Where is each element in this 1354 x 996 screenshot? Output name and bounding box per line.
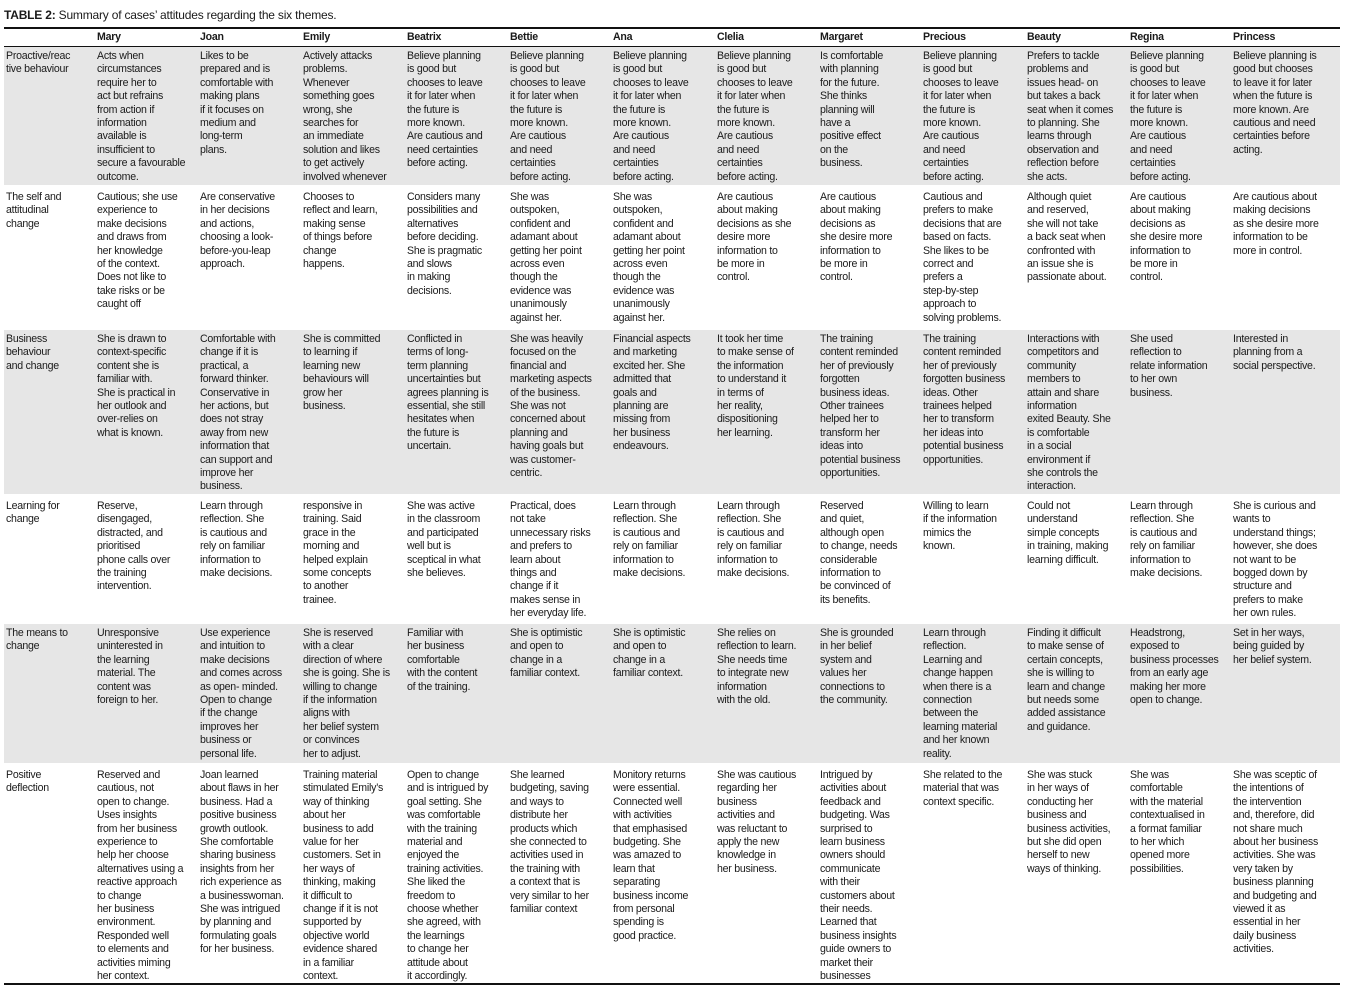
row-theme: The means to change — [4, 622, 95, 764]
cell-regina: Are cautious about making decisions as she desire more information to be more in control. — [1128, 187, 1231, 329]
cell-bettie: She learned budgeting, saving and ways to distribute her products which she connected to activities used in the training with a context that is very similar to her familiar context — [508, 764, 611, 984]
cell-mary: She is drawn to context-specific content she is familiar with. She is practical in her outlook and over-relies on what is known. — [95, 329, 198, 496]
cell-regina: Learn through reflection. She is cautious and rely on familiar information to make decisions. — [1128, 495, 1231, 622]
cell-margaret: Reserved and quiet, although open to change, needs considerable information to be convinced of its benefits. — [818, 495, 921, 622]
cell-margaret: She is grounded in her belief system and values her connections to the community. — [818, 622, 921, 764]
row-theme: Proactive/reac tive behaviour — [4, 47, 95, 187]
cell-beauty: Prefers to tackle problems and issues head- on but takes a back seat when it comes to planning. She learns through observation and reflection before she acts. — [1025, 47, 1128, 187]
cell-clelia: Are cautious about making decisions as she desire more information to be more in control. — [715, 187, 818, 329]
column-header-mary: Mary — [95, 28, 198, 47]
cell-princess: Set in her ways, being guided by her belief system. — [1231, 622, 1340, 764]
cell-ana: She is optimistic and open to change in a familiar context. — [611, 622, 715, 764]
cell-joan: Joan learned about flaws in her business. Had a positive business growth outlook. She comfortable sharing business insights from her rich experience as a businesswoman. She was intrigued by planning and formulating goals for her business. — [198, 764, 301, 984]
cell-beatrix: Considers many possibilities and alternatives before deciding. She is pragmatic and slows in making decisions. — [405, 187, 508, 329]
cell-precious: She related to the material that was context specific. — [921, 764, 1025, 984]
row-theme: Business behaviour and change — [4, 329, 95, 496]
table-row — [4, 622, 1340, 764]
attitudes-table — [4, 27, 1340, 985]
cell-regina: Believe planning is good but chooses to leave it for later when the future is more known. Are cautious and need certainties before acting. — [1128, 47, 1231, 187]
column-header-emily: Emily — [301, 28, 405, 47]
cell-margaret: Is comfortable with planning for the future. She thinks planning will have a positive effect on the business. — [818, 47, 921, 187]
cell-emily: Actively attacks problems. Whenever something goes wrong, she searches for an immediate solution and likes to get actively involved whenever — [301, 47, 405, 187]
cell-margaret: The training content reminded her of previously forgotten business ideas. Other trainees helped her to transform her ideas into potential business opportunities. — [818, 329, 921, 496]
cell-mary: Reserve, disengaged, distracted, and prioritised phone calls over the training intervention. — [95, 495, 198, 622]
table-caption — [4, 8, 336, 22]
cell-beatrix: Familiar with her business comfortable with the content of the training. — [405, 622, 508, 764]
cell-ana: Learn through reflection. She is cautious and rely on familiar information to make decisions. — [611, 495, 715, 622]
table-row — [4, 329, 1340, 496]
column-header-theme — [4, 28, 95, 47]
cell-princess: She was sceptic of the intentions of the intervention and, therefore, did not share much about her business activities. She was very taken by business planning and budgeting and viewed it as essential in her daily business activities. — [1231, 764, 1340, 984]
cell-beatrix: Conflicted in terms of long- term planning uncertainties but agrees planning is essential, she still hesitates when the future is uncertain. — [405, 329, 508, 496]
cell-joan: Likes to be prepared and is comfortable with making plans if it focuses on medium and long-term plans. — [198, 47, 301, 187]
column-header-precious: Precious — [921, 28, 1025, 47]
table-caption-text: Summary of cases’ attitudes regarding the six themes. — [55, 8, 337, 22]
cell-beauty: She was stuck in her ways of conducting her business and business activities, but she did open herself to new ways of thinking. — [1025, 764, 1128, 984]
cell-princess: Believe planning is good but chooses to leave it for later when the future is more known. Are cautious and need certainties before acting. — [1231, 47, 1340, 187]
cell-mary: Cautious; she use experience to make decisions and draws from her knowledge of the context. Does not like to take risks or be caught off — [95, 187, 198, 329]
cell-mary: Acts when circumstances require her to act but refrains from action if information available is insufficient to secure a favourable outcome. — [95, 47, 198, 187]
cell-princess: She is curious and wants to understand things; however, she does not want to be bogged down by structure and prefers to make her own rules. — [1231, 495, 1340, 622]
cell-emily: Chooses to reflect and learn, making sense of things before change happens. — [301, 187, 405, 329]
cell-precious: Learn through reflection. Learning and change happen when there is a connection between the learning material and her known reality. — [921, 622, 1025, 764]
column-header-princess: Princess — [1231, 28, 1340, 47]
table-row — [4, 495, 1340, 622]
cell-precious: Believe planning is good but chooses to leave it for later when the future is more known. Are cautious and need certainties before acting. — [921, 47, 1025, 187]
cell-precious: Cautious and prefers to make decisions that are based on facts. She likes to be correct and prefers a step-by-step approach to solving problems. — [921, 187, 1025, 329]
cell-bettie: She was outspoken, confident and adamant about getting her point across even though the evidence was unanimously against her. — [508, 187, 611, 329]
cell-bettie: She is optimistic and open to change in a familiar context. — [508, 622, 611, 764]
cell-emily: responsive in training. Said grace in the morning and helped explain some concepts to another trainee. — [301, 495, 405, 622]
header-row — [4, 28, 1340, 47]
cell-bettie: Believe planning is good but chooses to leave it for later when the future is more known. Are cautious and need certainties before acting. — [508, 47, 611, 187]
table-row — [4, 47, 1340, 187]
column-header-beauty: Beauty — [1025, 28, 1128, 47]
table-label: TABLE 2: — [4, 8, 56, 22]
cell-margaret: Are cautious about making decisions as she desire more information to be more in control. — [818, 187, 921, 329]
row-theme: Positive deflection — [4, 764, 95, 984]
column-header-bettie: Bettie — [508, 28, 611, 47]
table-row — [4, 187, 1340, 329]
cell-princess: Are cautious about making decisions as she desire more information to be more in control. — [1231, 187, 1340, 329]
cell-ana: She was outspoken, confident and adamant about getting her point across even though the evidence was unanimously against her. — [611, 187, 715, 329]
row-theme: The self and attitudinal change — [4, 187, 95, 329]
cell-joan: Comfortable with change if it is practical, a forward thinker. Conservative in her actions, but does not stray away from new information that can support and improve her business. — [198, 329, 301, 496]
column-header-ana: Ana — [611, 28, 715, 47]
cell-joan: Use experience and intuition to make decisions and comes across as open- minded. Open to change if the change improves her business or personal life. — [198, 622, 301, 764]
column-header-joan: Joan — [198, 28, 301, 47]
cell-beauty: Could not understand simple concepts in training, making learning difficult. — [1025, 495, 1128, 622]
cell-beatrix: She was active in the classroom and participated well but is sceptical in what she believes. — [405, 495, 508, 622]
cell-beatrix: Believe planning is good but chooses to leave it for later when the future is more known. Are cautious and need certainties before acting. — [405, 47, 508, 187]
cell-joan: Learn through reflection. She is cautious and rely on familiar information to make decisions. — [198, 495, 301, 622]
column-header-margaret: Margaret — [818, 28, 921, 47]
cell-ana: Believe planning is good but chooses to leave it for later when the future is more known. Are cautious and need certainties before acting. — [611, 47, 715, 187]
cell-princess: Interested in planning from a social perspective. — [1231, 329, 1340, 496]
cell-clelia: She relies on reflection to learn. She needs time to integrate new information with the old. — [715, 622, 818, 764]
cell-beatrix: Open to change and is intrigued by goal setting. She was comfortable with the training material and enjoyed the training activities. She liked the freedom to choose whether she agreed, with the learnings to change her attitude about it accordingly. — [405, 764, 508, 984]
row-theme: Learning for change — [4, 495, 95, 622]
cell-regina: Headstrong, exposed to business processes from an early age making her more open to change. — [1128, 622, 1231, 764]
cell-mary: Reserved and cautious, not open to change. Uses insights from her business experience to help her choose alternatives using a reactive approach to change her business environment. Responded well to elements and activities miming her context. — [95, 764, 198, 984]
column-header-beatrix: Beatrix — [405, 28, 508, 47]
cell-emily: Training material stimulated Emily’s way of thinking about her business to add value for her customers. Set in her ways of thinking, making it difficult to change if it is not supported by objective world evidence shared in a familiar context. — [301, 764, 405, 984]
cell-clelia: Learn through reflection. She is cautious and rely on familiar information to make decisions. — [715, 495, 818, 622]
cell-regina: She was comfortable with the material contextualised in a format familiar to her which opened more possibilities. — [1128, 764, 1231, 984]
cell-regina: She used reflection to relate information to her own business. — [1128, 329, 1231, 496]
cell-joan: Are conservative in her decisions and actions, choosing a look- before-you-leap approach. — [198, 187, 301, 329]
cell-beauty: Finding it difficult to make sense of certain concepts, she is willing to learn and change but needs some added assistance and guidance. — [1025, 622, 1128, 764]
cell-precious: The training content reminded her of previously forgotten business ideas. Other trainees helped her to transform her ideas into potential business opportunities. — [921, 329, 1025, 496]
cell-ana: Financial aspects and marketing excited her. She admitted that goals and planning are missing from her business endeavours. — [611, 329, 715, 496]
cell-beauty: Interactions with competitors and community members to attain and share information exited Beauty. She is comfortable in a social environment if she controls the interaction. — [1025, 329, 1128, 496]
cell-bettie: Practical, does not take unnecessary risks and prefers to learn about things and change if it makes sense in her everyday life. — [508, 495, 611, 622]
cell-mary: Unresponsive uninterested in the learning material. The content was foreign to her. — [95, 622, 198, 764]
cell-emily: She is reserved with a clear direction of where she is going. She is willing to change if the information aligns with her belief system or convinces her to adjust. — [301, 622, 405, 764]
cell-bettie: She was heavily focused on the financial and marketing aspects of the business. She was not concerned about planning and having goals but was customer- centric. — [508, 329, 611, 496]
table-row — [4, 764, 1340, 984]
cell-beauty: Although quiet and reserved, she will not take a back seat when confronted with an issue she is passionate about. — [1025, 187, 1128, 329]
column-header-regina: Regina — [1128, 28, 1231, 47]
cell-clelia: Believe planning is good but chooses to leave it for later when the future is more known. Are cautious and need certainties before acting. — [715, 47, 818, 187]
cell-clelia: It took her time to make sense of the information to understand it in terms of her reality, dispositioning her learning. — [715, 329, 818, 496]
column-header-clelia: Clelia — [715, 28, 818, 47]
cell-emily: She is committed to learning if learning new behaviours will grow her business. — [301, 329, 405, 496]
cell-precious: Willing to learn if the information mimics the known. — [921, 495, 1025, 622]
cell-ana: Monitory returns were essential. Connected well with activities that emphasised budgeting. She was amazed to learn that separating business income from personal spending is good practice. — [611, 764, 715, 984]
cell-margaret: Intrigued by activities about feedback and budgeting. Was surprised to learn business owners should communicate with their customers about their needs. Learned that business insights guide owners to market their businesses — [818, 764, 921, 984]
cell-clelia: She was cautious regarding her business activities and was reluctant to apply the new knowledge in her business. — [715, 764, 818, 984]
